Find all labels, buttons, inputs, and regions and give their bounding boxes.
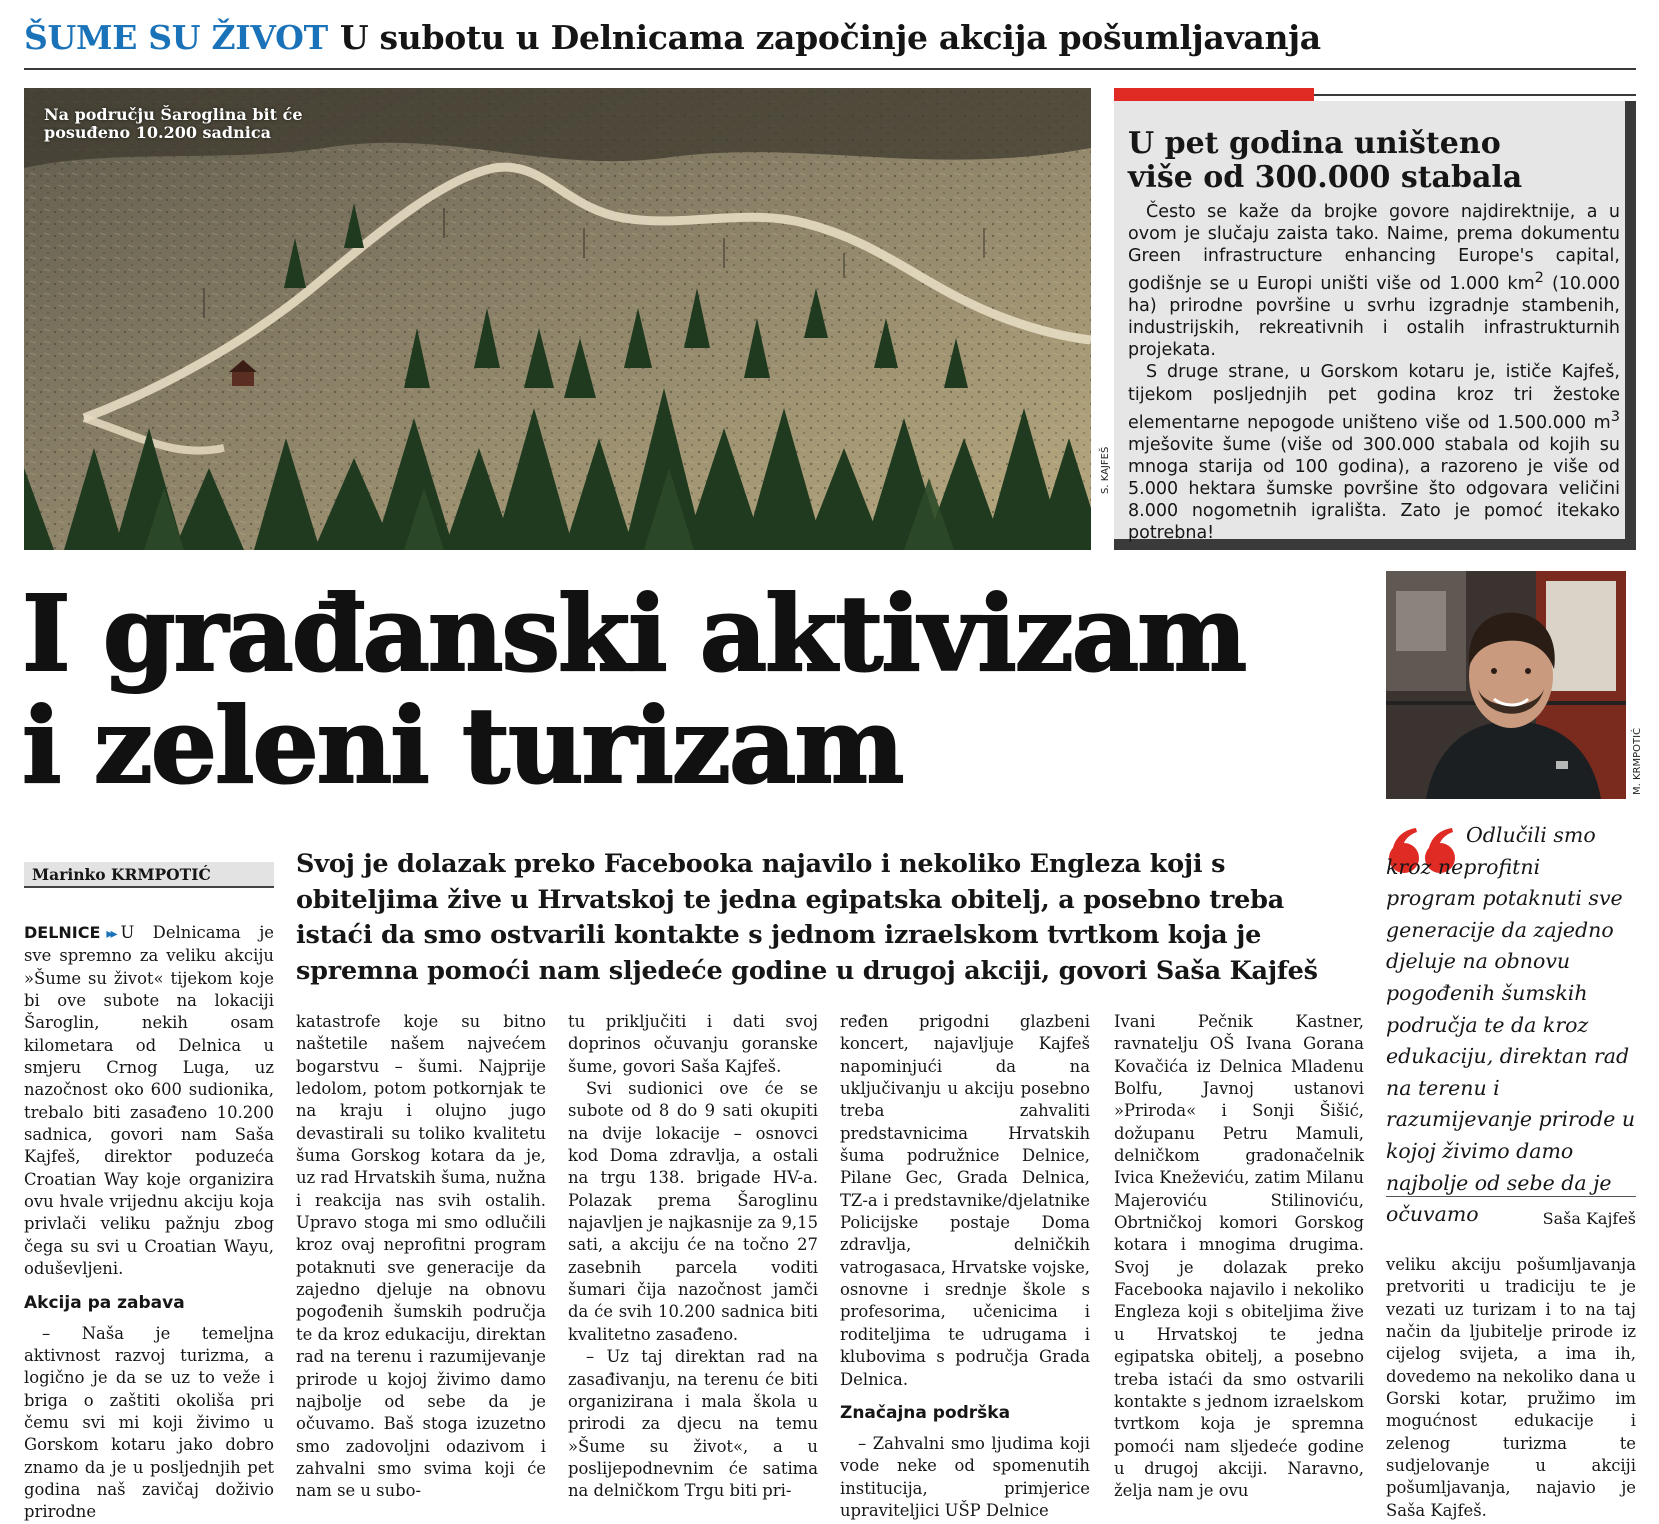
body-col4-p2: – Zahvalni smo ljudima koji vode neke od spomenutih institucija, primjerice upraviteljici UŠP Delnice [840,1433,1090,1520]
sidebar-accent-bar [1114,88,1314,101]
headline-line1: I građanski aktivizam [22,572,1246,695]
body-column-1 [24,922,274,1524]
body-column-2 [296,1011,546,1503]
pull-quote-text [1386,820,1636,1231]
article-headline [22,572,1352,807]
sidebar-p1-a: Često se kaže da brojke govore najdirektnije, a u ovom je slučaju zaista tako. Naime, prema dokumentu Green infrastructure enhancing Europe's capital, godišnje se u Europi uništi više od 1.000 km [1128,202,1620,295]
author-byline: Marinko KRMPOTIĆ [24,862,274,888]
body-col1-p2: – Naša je temeljna aktivnost razvoj turizma, a logično je da se uz to veže i briga o zaštiti okoliša pri čemu svi mi koji živimo u Gorskom kotaru jako dobro znamo da je u posljednjih pet godina naš zavičaj doživio prirodne [24,1323,274,1522]
forest-photo-illustration [24,88,1091,550]
sidebar-title [1128,127,1608,195]
body-col1-p1-text: U Delnicama je sve spremno za veliku akciju »Šume su život« tijekom koje bi ove subote na lokaciji Šaroglin, nekih osam kilometara od Delnica u smjeru Crnog Luga, uz nazočnost oko 600 sudionika, trebalo biti zasađeno 10.200 sadnica, govori nam Saša Kajfeš, direktor poduzeća Croatian Way koje organizira ovu hvale vrijednu akciju koja privlači veliku pažnju zbog čega su svi u Croatian Wayu, oduševljeni. [24,923,274,1279]
body-col1-p1 [24,922,274,1281]
sidebar-title-line2: više od 300.000 stabala [1128,160,1523,195]
portrait-credit-text: M. KRMPOTIĆ [1632,727,1643,795]
sidebar-p2-a: S druge strane, u Gorskom kotaru je, ističe Kajfeš, tijekom posljednjih pet godina kroz tri žestoke elementarne nepogode uništeno više od 1.500.000 m [1128,362,1620,433]
pull-quote-attribution: Saša Kajfeš [1542,1209,1636,1228]
headline-line2: i zeleni turizam [22,684,903,807]
body-column-6 [1386,1254,1636,1522]
body-col3-p1: tu priključiti i dati svoj doprinos očuvanju goranske šume, govori Saša Kajfeš. [568,1012,818,1076]
portrait-photo [1386,571,1626,799]
sidebar-box [1114,101,1636,550]
subhead-1: Akcija pa zabava [24,1292,185,1313]
body-col4-p1: ređen prigodni glazbeni koncert, najavljuje Kajfeš napominjući da na uključivanju u akciju posebno treba zahvaliti predstavnicima Hrvatskih šuma podružnice Delnice, Pilane Gec, Grada Delnica, TZ-a i predstavnike/djelatnike Policijske postaje Doma zdravlja, delničkih vatrogasaca, Hrvatske vojske, osnovne i srednje škole s profesorima, učenicima i roditeljima te udrugama i klubovima s područja Grada Delnica. [840,1012,1090,1389]
photo-caption-line2: posuđeno 10.200 sadnica [44,123,271,142]
dateline-arrow-icon: ▸▸ [106,926,115,942]
sidebar-top-rule [1314,94,1636,96]
sidebar-paragraph-2 [1128,361,1620,544]
section-kicker: ŠUME SU ŽIVOT [24,18,328,57]
sidebar-paragraph-1 [1128,201,1620,361]
sidebar-text [1128,201,1620,544]
sidebar-p2-b: mješovite šume (više od 300.000 stabala od kojih su mnoga starija od 100 godina), a razoreno je više od 5.000 hektara šumske površine što odgovara veličini 8.000 nogometnih igrališta. Zato je pomoć itekako potrebna! [1128,434,1620,543]
body-col2-p1: katastrofe koje su bitno naštetile našem najvećem bogarstvu – šumi. Najprije ledolom, potom potkornjak te na kraju i olujno jugo devastirali su toliko kvalitetu šuma Gorskog kotara da je, uz rad Hrvatskih šuma, nužna i reakcija nas svih ostalih. Upravo stoga mi smo odlučili kroz ovaj neprofitni program potaknuti sve generacije da zajedno djeluje na obnovu pogođenih šumskih područja te da kroz edukaciju, direktan rad na terenu i razumijevanje prirode u kojoj živimo damo najbolje od sebe da je očuvamo. Baš stoga izuzetno smo zadovoljni odazivom i zahvalni smo svima koji će nam se u subo- [296,1012,546,1501]
photo-caption [44,106,303,142]
photo-credit-text: S. KAJFEŠ [1100,446,1111,494]
body-column-5 [1114,1011,1364,1503]
body-column-3 [568,1011,818,1503]
forest-aerial-photo [24,88,1091,550]
body-col3-p2: Svi sudionici ove će se subote od 8 do 9 sati okupiti na dvije lokacije – osnovci kod Doma zdravlja, a ostali na trgu 138. brigade HV-a. Polazak prema Šaroglinu najavljen je najkasnije za 9,15 sati, a akciju će na točno 27 zasebnih parcela voditi šumari čija nazočnost jamči da će svih 10.200 sadnica biti kvalitetno zasađeno. [568,1079,818,1344]
dateline: DELNICE [24,923,101,942]
body-col6-p1: veliku akciju pošumljavanja pretvoriti u tradiciju te je vezati uz turizam i to na taj način da ljubitelje prirode iz cijelog svijeta, a ima ih, dovedemo na nekoliko dana u Gorski kotar, pružimo im mogućnost edukacije i zelenog turizma te sudjelovanje u akciji pošumljavanja, najavio je Saša Kajfeš. [1386,1255,1636,1520]
sidebar-title-line1: U pet godina uništeno [1128,126,1501,161]
sidebar-p1-sup: 2 [1534,269,1544,287]
sidebar-p2-sup: 3 [1610,407,1620,425]
body-col3-p3: – Uz taj direktan rad na zasađivanju, na terenu će biti organizirana i mala škola u prirodi za djecu na temu »Šume su život«, a u poslijepodnevnim će satima na delničkom Trgu biti pri- [568,1347,818,1501]
pull-quote-rule [1386,1196,1636,1197]
portrait-illustration [1386,571,1626,799]
header-divider [24,68,1636,70]
subhead-2: Značajna podrška [840,1402,1011,1423]
section-rubric [24,18,1321,57]
article-lead: Svoj je dolazak preko Facebooka najavilo i nekoliko Engleza koji s obiteljima žive u Hrvatskoj te jedna egipatska obitelj, a posebno treba istaći da smo ostvarili kontakte s jednom izraelskom tvrtkom koja je spremna pomoći nam sljedeće godine u drugoj akciji, govori Saša Kajfeš [296,849,1318,986]
body-column-4 [840,1011,1090,1522]
body-col5-p1: Ivani Pečnik Kastner, ravnatelju OŠ Ivana Gorana Kovačića iz Delnica Mladenu Bolfu, Javnoj ustanovi »Priroda« i Sonji Šišić, dožupanu Petru Mamuli, delničkom gradonačelnik Ivica Kneževiću, zatim Milanu Majeroviću Stilinoviću, Obrtničkoj komori Gorskog kotara i mnogima drugima. Svoj je dolazak preko Facebooka najavilo i nekoliko Engleza koji s obiteljima žive u Hrvatskoj te jedna egipatska obitelj, a posebno treba istaći da smo ostvarili kontakte s jednom izraelskom tvrtkom koja je spremna pomoći nam sljedeće godine u drugoj akciji. Naravno, želja nam je ovu [1114,1012,1364,1501]
section-headline: U subotu u Delnicama započinje akcija pošumljavanja [339,18,1321,57]
pull-quote-body: Odlučili smo kroz neprofitni program potaknuti sve generacije da zajedno djeluje na obnovu pogođenih šumskih područja te da kroz edukaciju, direktan rad na terenu i razumijevanje prirode u kojoj živimo damo najbolje od sebe da je očuvamo [1386,823,1636,1227]
photo-caption-line1: Na području Šaroglina bit će [44,105,303,124]
sidebar-p1-b: (10.000 ha) prirodne površine u svrhu izgradnje stambenih, industrijskih, rekreativnih i ostalih infrastrukturnih projekata. [1128,274,1621,361]
